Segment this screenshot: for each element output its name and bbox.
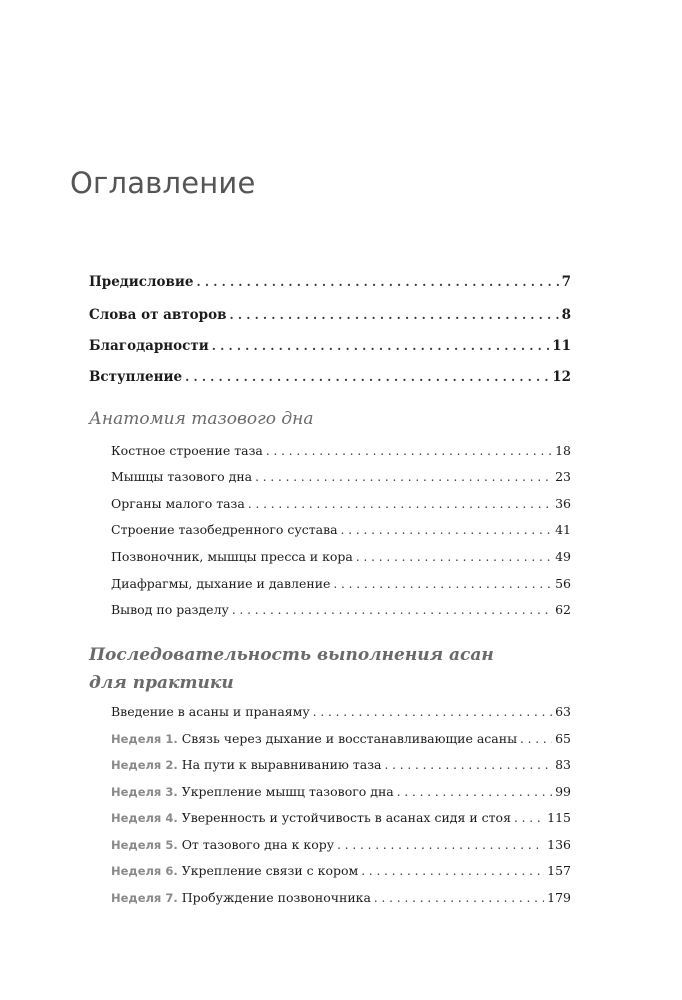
toc-entry-label: Вывод по разделу <box>111 602 229 617</box>
toc-entry-page: 18 <box>555 443 571 458</box>
toc-entry-label: Вступление <box>89 369 183 385</box>
toc-entry[interactable] <box>0 469 682 489</box>
toc-entry[interactable] <box>0 837 682 857</box>
toc-entry-page: 62 <box>555 602 571 617</box>
toc-entry[interactable] <box>0 704 682 724</box>
toc-entry[interactable] <box>0 549 682 569</box>
toc-entry-label: Позвоночник, мышцы пресса и кора <box>111 549 353 564</box>
leader-dots <box>356 550 552 564</box>
toc-entry-label: Диафрагмы, дыхание и давление <box>111 576 331 591</box>
toc-entry-page: 63 <box>555 704 571 719</box>
toc-entry-label: Введение в асаны и пранаяму <box>111 704 310 719</box>
leader-dots <box>255 470 552 484</box>
page-title: Оглавление <box>70 166 256 200</box>
toc-entry-page: 157 <box>547 863 571 878</box>
toc-entry-page: 23 <box>555 469 571 484</box>
week-prefix: Неделя 2. <box>111 758 178 772</box>
leader-dots <box>397 785 552 799</box>
week-title: Уверенность и устойчивость в асанах сидя и стоя <box>181 810 511 825</box>
leader-dots <box>361 864 544 878</box>
toc-entry-page: 8 <box>561 307 571 323</box>
toc-entry-page: 36 <box>555 496 571 511</box>
toc-entry-label: Мышцы тазового дна <box>111 469 253 484</box>
toc-entry[interactable] <box>0 338 682 358</box>
leader-dots <box>337 838 544 852</box>
toc-entry[interactable] <box>0 784 682 804</box>
week-prefix: Неделя 7. <box>111 891 178 905</box>
toc-entry[interactable] <box>0 863 682 883</box>
toc-entry-label <box>111 784 394 799</box>
week-title: На пути к выравниванию таза <box>181 757 382 772</box>
toc-entry-page: 56 <box>555 576 571 591</box>
toc-entry[interactable] <box>0 810 682 830</box>
week-title: От тазового дна к кору <box>181 837 335 852</box>
week-title: Укрепление связи с кором <box>181 863 359 878</box>
week-prefix: Неделя 6. <box>111 864 178 878</box>
toc-entry-page: 83 <box>555 757 571 772</box>
toc-entry[interactable] <box>0 443 682 463</box>
toc-entry-label <box>111 810 511 825</box>
leader-dots <box>232 603 552 617</box>
toc-entry-page: 49 <box>555 549 571 564</box>
toc-entry-page: 7 <box>561 274 571 290</box>
toc-entry[interactable] <box>0 602 682 622</box>
toc-entry-page: 11 <box>552 338 571 354</box>
leader-dots <box>197 275 559 289</box>
section-heading: Последовательность выполнения асан <box>89 645 494 665</box>
toc-entry[interactable] <box>0 890 682 910</box>
leader-dots <box>248 497 552 511</box>
week-prefix: Неделя 3. <box>111 785 178 799</box>
toc-entry-page: 179 <box>547 890 571 905</box>
leader-dots <box>520 732 552 746</box>
toc-entry[interactable] <box>0 274 682 294</box>
week-title: Связь через дыхание и восстанавливающие асаны <box>181 731 518 746</box>
section-heading: Анатомия тазового дна <box>89 409 314 429</box>
toc-entry[interactable] <box>0 731 682 751</box>
toc-entry[interactable] <box>0 496 682 516</box>
toc-entry-label: Органы малого таза <box>111 496 245 511</box>
toc-entry-label <box>111 863 358 878</box>
toc-entry-label: Костное строение таза <box>111 443 263 458</box>
toc-entry-page: 12 <box>552 369 571 385</box>
leader-dots <box>333 577 552 591</box>
toc-entry-label <box>111 837 334 852</box>
toc-entry[interactable] <box>0 369 682 389</box>
toc-entry[interactable] <box>0 576 682 596</box>
toc-entry-page: 136 <box>547 837 571 852</box>
toc-entry[interactable] <box>0 307 682 327</box>
toc-entry-label <box>111 731 517 746</box>
week-title: Укрепление мышц тазового дна <box>181 784 394 799</box>
leader-dots <box>385 758 553 772</box>
toc-entry[interactable] <box>0 522 682 542</box>
leader-dots <box>341 523 552 537</box>
week-prefix: Неделя 5. <box>111 838 178 852</box>
toc-entry-label: Благодарности <box>89 338 209 354</box>
toc-entry-label: Предисловие <box>89 274 194 290</box>
leader-dots <box>374 891 544 905</box>
leader-dots <box>266 444 552 458</box>
toc-entry-page: 41 <box>555 522 571 537</box>
week-title: Пробуждение позвоночника <box>181 890 371 905</box>
leader-dots <box>185 370 549 384</box>
toc-entry-label: Строение тазобедренного сустава <box>111 522 338 537</box>
toc-entry-page: 99 <box>555 784 571 799</box>
toc-entry-label <box>111 890 371 905</box>
toc-entry-page: 65 <box>555 731 571 746</box>
toc-entry-label: Слова от авторов <box>89 307 227 323</box>
week-prefix: Неделя 1. <box>111 732 178 746</box>
toc-entry[interactable] <box>0 757 682 777</box>
leader-dots <box>514 811 544 825</box>
leader-dots <box>230 308 559 322</box>
leader-dots <box>212 339 549 353</box>
section-heading-continued: для практики <box>89 673 234 693</box>
toc-entry-page: 115 <box>547 810 571 825</box>
leader-dots <box>313 705 552 719</box>
week-prefix: Неделя 4. <box>111 811 178 825</box>
toc-entry-label <box>111 757 382 772</box>
